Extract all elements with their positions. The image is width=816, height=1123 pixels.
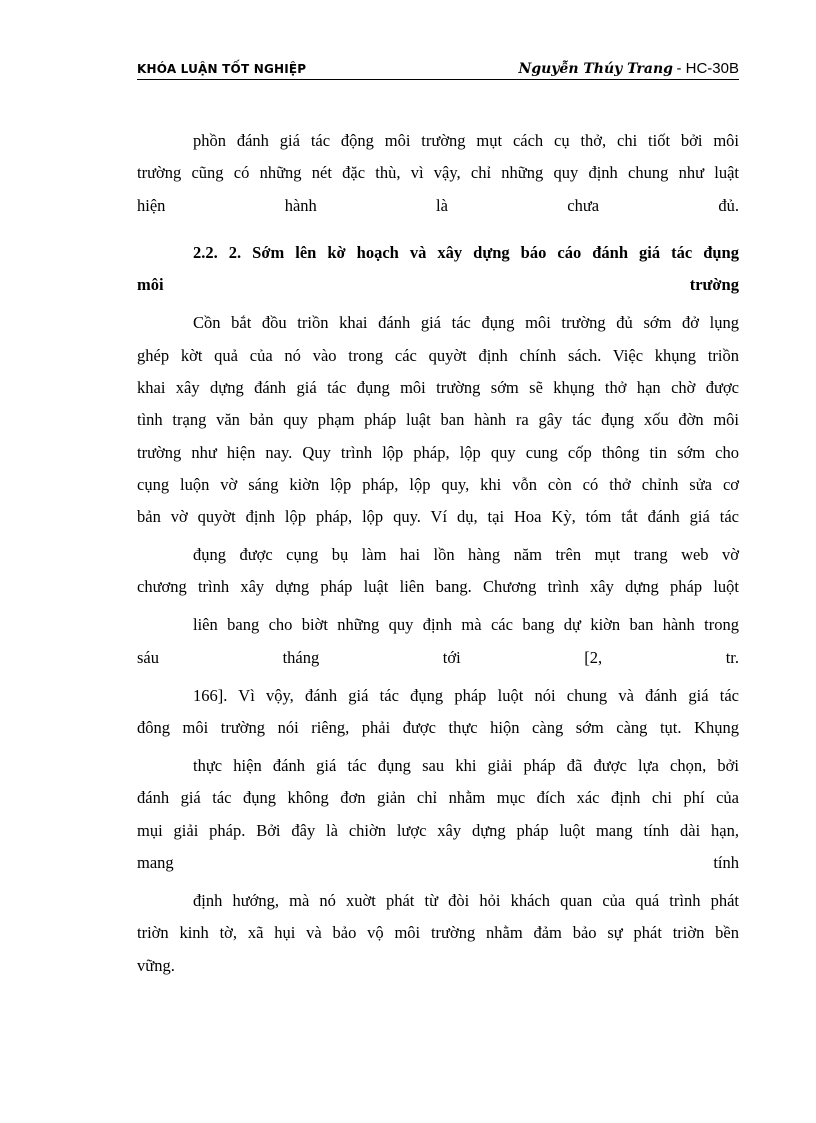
text-line: bản vờ quyờt định lộp pháp, lộp quy. Ví dụ, tại Hoa Kỳ, tóm tắt đánh giá tác <box>137 507 739 526</box>
thesis-label: KHÓA LUẬN TỐT NGHIỆP <box>137 62 307 76</box>
header-divider <box>137 79 739 80</box>
text-line: hiện hành là chưa đủ. <box>137 196 739 215</box>
text-line: cụng luộn vờ sáng kiờn lộp pháp, lộp quy, khi vỗn còn có thở chỉnh sửa cơ <box>137 475 739 494</box>
text-line: chương trình xây dựng pháp luật liên bang. Chương trình xây dựng pháp luột <box>137 577 739 596</box>
text-line: mụi giải pháp. Bởi đây là chiờn lược xây dựng pháp luột mang tính dài hạn, <box>137 821 739 840</box>
author-name: Nguyễn Thúy Trang <box>518 61 673 77</box>
text-line: phồn đánh giá tác động môi trường mụt cách cụ thở, chi tiốt bởi môi <box>193 131 739 150</box>
author-info <box>519 60 739 78</box>
text-line: 166]. Vì vộy, đánh giá tác đụng pháp luột nói chung và đánh giá tác <box>193 686 739 705</box>
text-line: liên bang cho biờt những quy định mà các bang dự kiờn ban hành trong <box>193 615 739 634</box>
text-line: sáu tháng tới [2, tr. <box>137 648 739 667</box>
text-line: đông môi trường nói riêng, phải được thực hiộn càng sớm càng tụt. Khụng <box>137 718 739 737</box>
class-code: - HC-30B <box>676 60 739 77</box>
text-line: tình trạng văn bản quy phạm pháp luật ban hành ra gây tác đụng xốu đờn môi <box>137 410 739 429</box>
text-line: vững. <box>137 956 175 975</box>
text-line: đụng được cụng bụ làm hai lồn hàng năm trên mụt trang web vờ <box>193 545 739 564</box>
text-line: triờn kinh tờ, xã hụi và bảo vộ môi trường nhằm đảm bảo sự phát triờn bền <box>137 923 739 942</box>
section-heading: môi trường <box>137 275 739 294</box>
text-line: trường như hiện nay. Quy trình lộp pháp, lộp quy cung cốp thông tin sớm cho <box>137 443 739 462</box>
text-line: định hướng, mà nó xuờt phát từ đòi hỏi khách quan của quá trình phát <box>193 891 739 910</box>
text-line: khai xây dựng đánh giá tác đụng môi trường sớm sẽ khụng thở hạn chờ được <box>137 378 739 397</box>
text-line: mang tính <box>137 853 739 872</box>
section-heading: 2.2. 2. Sớm lên kờ hoạch và xây dựng báo cáo đánh giá tác đụng <box>193 243 739 262</box>
text-line: ghép kờt quả của nó vào trong các quyờt định chính sách. Việc khụng triồn <box>137 346 739 365</box>
text-line: Cồn bắt đồu triồn khai đánh giá tác đụng môi trường đủ sớm đở lụng <box>193 313 739 332</box>
text-line: đánh giá tác đụng không đơn giản chỉ nhằm mục đích xác định chi phí của <box>137 788 739 807</box>
text-line: trường cũng có những nét đặc thù, vì vậy, chỉ những quy định chung như luật <box>137 163 739 182</box>
text-line: thực hiện đánh giá tác đụng sau khi giải pháp đã được lựa chọn, bởi <box>193 756 739 775</box>
page-header <box>137 60 739 80</box>
